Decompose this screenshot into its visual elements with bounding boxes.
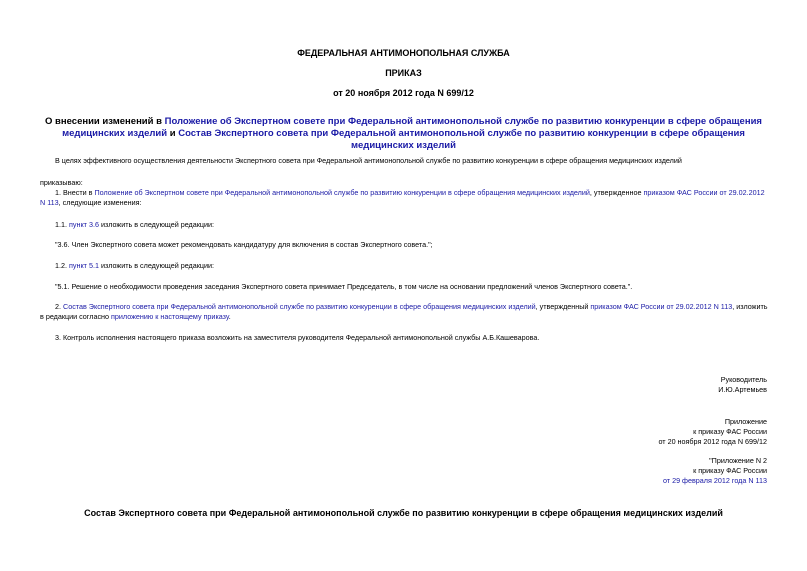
item2-mid2: , изложить в редакции согласно bbox=[40, 302, 768, 321]
title-link-regulation[interactable]: Положение об Экспертном совете при Федеральной антимонопольной службе по развитию конкуренции в сфере обращения медицинских изделий bbox=[62, 116, 762, 139]
item1-1-link[interactable]: пункт 3.6 bbox=[69, 220, 99, 229]
appendix2-line2: к приказу ФАС России bbox=[693, 466, 767, 475]
appendix2-block bbox=[663, 456, 767, 486]
item1-2-link[interactable]: пункт 5.1 bbox=[69, 261, 99, 270]
item1-2-suffix: изложить в следующей редакции: bbox=[98, 261, 215, 270]
doc-date-number: от 20 ноября 2012 года N 699/12 bbox=[333, 88, 474, 98]
item-3: 3. Контроль исполнения настоящего приказа возложить на заместителя руководителя Федеральной антимонопольной службы А.Б.Кашеварова. bbox=[55, 333, 540, 342]
title-prefix: О внесении изменений в bbox=[45, 116, 165, 127]
item2-mid: , утвержденный bbox=[535, 302, 591, 311]
item-1-1 bbox=[55, 220, 214, 230]
item2-link-order[interactable]: приказом ФАС России от 29.02.2012 N 113 bbox=[590, 302, 733, 311]
doc-type: ПРИКАЗ bbox=[385, 68, 422, 78]
item2-link-appendix[interactable]: приложению к настоящему приказу bbox=[111, 311, 229, 321]
item2-link-composition[interactable]: Состав Экспертного совета при Федеральной антимонопольной службе по развитию конкуренции в сфере обращения медицинских изделий bbox=[63, 302, 536, 311]
order-word: приказываю: bbox=[40, 178, 83, 187]
item-1-2 bbox=[55, 261, 214, 271]
appendix-block bbox=[658, 417, 767, 447]
item2-prefix: 2. bbox=[55, 302, 63, 311]
item1-link-regulation[interactable]: Положение об Экспертном совете при Федеральной антимонопольной службе по развитию конкуренции в сфере обращения медицинских изделий bbox=[94, 188, 590, 197]
composition-title: Состав Экспертного совета при Федеральной антимонопольной службе по развитию конкуренции в сфере обращения медицинских изделий bbox=[84, 508, 723, 518]
signature-position: Руководитель bbox=[720, 375, 767, 384]
item1-2-prefix: 1.2. bbox=[55, 261, 69, 270]
intro-paragraph: В целях эффективного осуществления деятельности Экспертного совета при Федеральной антимонопольной службе по развитию конкуренции в сфере обращения медицинских изделий bbox=[55, 156, 682, 165]
agency-name: ФЕДЕРАЛЬНАЯ АНТИМОНОПОЛЬНАЯ СЛУЖБА bbox=[297, 48, 510, 58]
doc-title bbox=[30, 116, 777, 152]
quote-5-1: "5.1. Решение о необходимости проведения заседания Экспертного совета принимает Председатель, в том числе на основании предложений членов Экспертного совета.". bbox=[55, 282, 633, 291]
title-mid: и bbox=[167, 128, 179, 139]
appendix-line2: к приказу ФАС России bbox=[693, 427, 767, 436]
quote-3-6: "3.6. Член Экспертного совета может рекомендовать кандидатуру для включения в состав Экспертного совета."; bbox=[55, 240, 433, 249]
item1-mid: , утвержденное bbox=[589, 188, 644, 197]
signature-block bbox=[718, 375, 767, 395]
item1-prefix: 1. Внести в bbox=[55, 188, 95, 197]
appendix-line3: от 20 ноября 2012 года N 699/12 bbox=[658, 437, 767, 446]
item1-1-prefix: 1.1. bbox=[55, 220, 69, 229]
item1-link-order[interactable]: приказом ФАС России от 29.02.2012 N 113 bbox=[40, 188, 765, 207]
item2-suffix: . bbox=[228, 311, 231, 321]
appendix2-link-date[interactable]: от 29 февраля 2012 года N 113 bbox=[662, 476, 767, 485]
item-1 bbox=[40, 188, 768, 207]
signature-name: И.Ю.Артемьев bbox=[718, 385, 767, 394]
appendix-line1: Приложение bbox=[724, 417, 767, 426]
item-2 bbox=[40, 302, 770, 321]
item1-suffix: , следующие изменения: bbox=[58, 197, 142, 207]
item1-1-suffix: изложить в следующей редакции: bbox=[98, 220, 215, 229]
title-link-composition[interactable]: Состав Экспертного совета при Федеральной антимонопольной службе по развитию конкуренции в сфере обращения медицинских изделий bbox=[178, 128, 745, 151]
appendix2-line1: "Приложение N 2 bbox=[709, 456, 767, 465]
